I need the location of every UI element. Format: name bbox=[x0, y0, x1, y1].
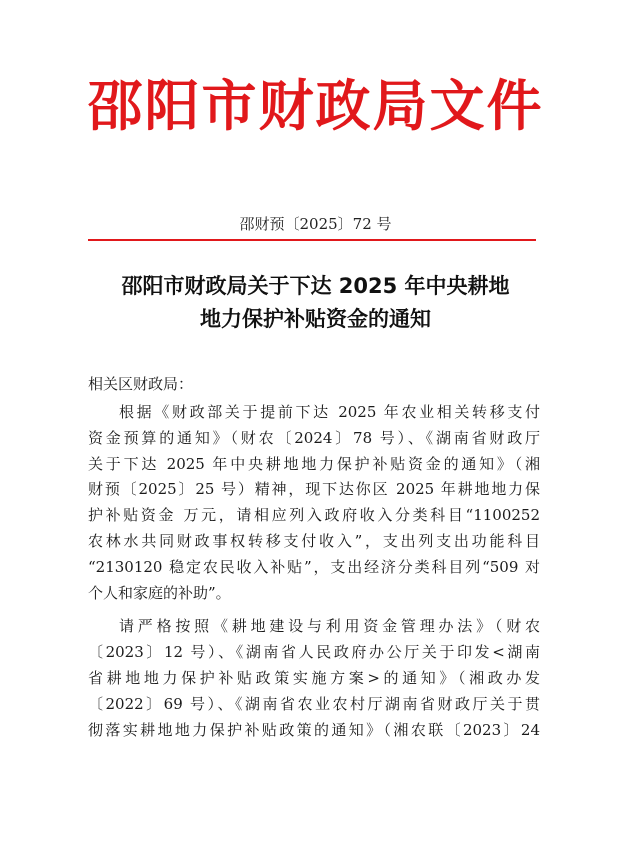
paragraph-line: 护补贴资金 万元，请相应列入政府收入分类科目“1100252 bbox=[88, 506, 540, 525]
document-title bbox=[60, 270, 571, 336]
red-divider-line bbox=[88, 239, 536, 241]
paragraph-line: 财预〔2025〕25 号）精神，现下达你区 2025 年耕地地力保 bbox=[88, 480, 540, 499]
paragraph-line: 〔2023〕12 号）、《湖南省人民政府办公厅关于印发<湖南 bbox=[88, 643, 540, 662]
document-title-line: 邵阳市财政局关于下达 2025 年中央耕地 bbox=[121, 274, 510, 298]
document-masthead: 邵阳市财政局文件 bbox=[87, 73, 544, 138]
document-body bbox=[88, 400, 540, 743]
paragraph-line: 省耕地地力保护补贴政策实施方案>的通知》（湘政办发 bbox=[88, 668, 540, 687]
document-number: 邵财预〔2025〕72 号 bbox=[239, 215, 392, 233]
paragraph-line: 资金预算的通知》（财农〔2024〕78 号）、《湖南省财政厅 bbox=[88, 428, 541, 447]
paragraph-line: 个人和家庭的补助”。 bbox=[88, 583, 231, 602]
paragraph-line: 彻落实耕地地力保护补贴政策的通知》（湘农联〔2023〕24 bbox=[88, 720, 540, 739]
paragraph-line: 农林水共同财政事权转移支付收入”，支出列支出功能科目 bbox=[88, 531, 540, 550]
paragraph-line: 〔2022〕69 号）、《湖南省农业农村厅湖南省财政厅关于贯 bbox=[88, 694, 540, 713]
paragraph-line: 请严格按照《耕地建设与利用资金管理办法》（财农 bbox=[119, 617, 540, 636]
paragraph-line: 关于下达 2025 年中央耕地地力保护补贴资金的通知》（湘 bbox=[88, 454, 540, 473]
paragraph-line: “2130120 稳定农民收入补贴”，支出经济分类科目列“509 对 bbox=[88, 557, 540, 576]
paragraph-gap bbox=[88, 606, 540, 614]
document-title-line: 地力保护补贴资金的通知 bbox=[200, 307, 431, 331]
addressee: 相关区财政局： bbox=[88, 375, 194, 393]
paragraph-line: 根据《财政部关于提前下达 2025 年农业相关转移支付 bbox=[119, 403, 540, 421]
